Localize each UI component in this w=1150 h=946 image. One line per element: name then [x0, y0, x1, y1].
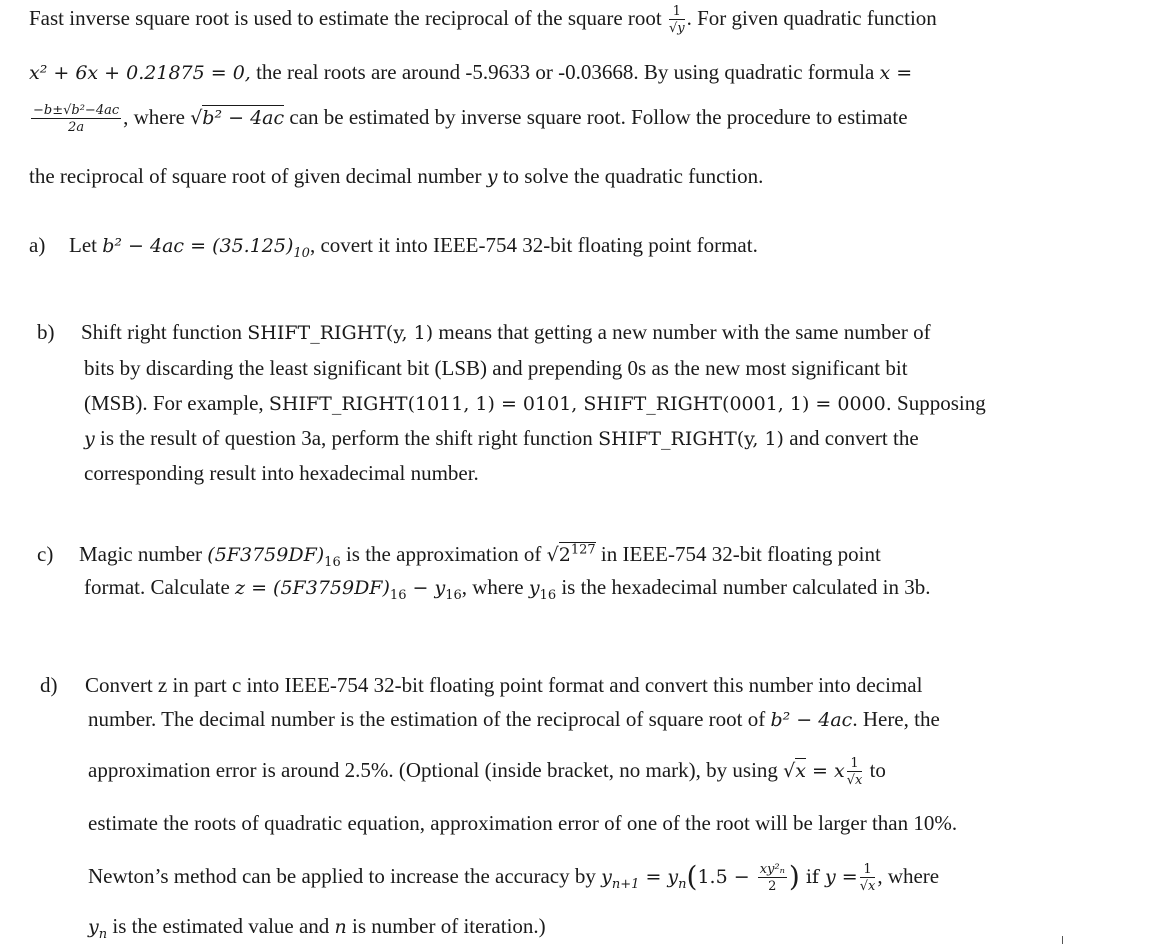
base-16: 16 — [389, 588, 407, 604]
newton-eq: = y — [639, 866, 679, 888]
index-n: n — [678, 877, 687, 893]
shift-right-example: SHIFT_RIGHT(1011, 1) = 0101, SHIFT_RIGHT(0001, 1) = 0000. — [268, 393, 892, 415]
part-d-line-3 — [88, 757, 886, 787]
part-d-line-5 — [88, 861, 939, 893]
reciprocal-sqrt-fraction: $\frac{1}{√y}$ — [668, 4, 685, 36]
part-a-text: Let — [69, 233, 103, 257]
equals-x: = x — [806, 759, 845, 782]
part-b-line-4 — [84, 426, 919, 451]
intro-line-4 — [29, 164, 763, 189]
part-c-line-2 — [84, 575, 931, 604]
discriminant-sqrt: √b² − 4ac — [190, 106, 285, 129]
part-d-text: . Here, the — [852, 707, 940, 731]
part-c-text: , where — [461, 575, 529, 599]
part-d-text: is number of iteration.) — [346, 914, 546, 938]
close-paren: ) — [788, 860, 800, 893]
shift-right-function: SHIFT_RIGHT(y, 1) — [598, 428, 784, 450]
sqrt-2-127: $√2^{127}$ — [546, 542, 596, 566]
part-a-expression: b² − 4ac = (35.125) — [102, 235, 294, 257]
part-d-text: is the estimated value and — [107, 914, 335, 938]
part-d-text: number. The decimal number is the estimation of the reciprocal of square root of — [88, 707, 771, 731]
part-b-text: Supposing — [891, 391, 986, 415]
part-d-text: approximation error is around 2.5%. (Optional (inside bracket, no mark), by using — [88, 757, 784, 782]
part-a-label: a) — [29, 233, 46, 257]
part-b-line-5 — [84, 461, 479, 485]
intro-text: , where — [123, 104, 191, 129]
base-16: 16 — [445, 588, 462, 604]
intro-text: can be estimated by inverse square root. Follow the procedure to estimate — [284, 104, 908, 129]
var-y: y — [88, 916, 99, 938]
part-d-line-1 — [40, 673, 922, 697]
part-d-text: Convert z in part c into IEEE-754 32-bit floating point format and convert this number into decimal — [85, 673, 923, 697]
index-n-plus-1: n+1 — [611, 877, 640, 893]
quadratic-equation: x² + 6x + 0.21875 = 0, — [29, 62, 251, 84]
intro-text: the real roots are around -5.9633 or -0.03668. By using quadratic formula — [250, 60, 880, 84]
part-c-label: c) — [37, 542, 54, 566]
minus-y: − y — [406, 577, 446, 599]
part-b-text: (MSB). For example, — [84, 391, 269, 415]
part-b-text: corresponding result into hexadecimal number. — [84, 461, 479, 485]
discriminant: b² − 4ac — [770, 709, 853, 731]
part-c-text: is the approximation of — [340, 542, 547, 566]
part-d-line-4 — [88, 811, 957, 835]
part-c-text: format. Calculate — [84, 575, 236, 599]
part-a-base: 10 — [293, 246, 310, 262]
part-c-text: in IEEE-754 32-bit floating point — [595, 542, 881, 566]
if-word: if — [799, 866, 825, 888]
part-b-label: b) — [37, 320, 55, 344]
part-b-text: means that getting a new number with the same number of — [433, 320, 931, 344]
intro-text: . For given quadratic function — [686, 5, 937, 30]
var-y: y — [486, 166, 498, 188]
part-b-line-3 — [84, 391, 986, 416]
page-mark — [1062, 936, 1063, 944]
shift-right-function: SHIFT_RIGHT(y, 1) — [247, 322, 434, 344]
y-equals: y = — [824, 866, 858, 888]
part-b-text: bits by discarding the least significant bit (LSB) and prepending 0s as the new most significant bit — [84, 356, 908, 380]
x-equals: x = — [879, 62, 913, 84]
part-d-line-6 — [88, 914, 546, 943]
intro-line-3 — [29, 104, 908, 134]
z-equation: z = (5F3759DF) — [235, 577, 390, 599]
part-d-line-2 — [88, 707, 940, 732]
part-b-line-1 — [37, 320, 931, 345]
part-b-line-2 — [84, 356, 908, 380]
reciprocal-sqrt-x-fraction: $\frac{1}{√x}$ — [846, 756, 863, 788]
part-c-text: Magic number — [79, 542, 208, 566]
part-d-text: estimate the roots of quadratic equation, approximation error of one of the root will be larger than 10%. — [88, 811, 958, 835]
intro-text: Fast inverse square root is used to estimate the reciprocal of the square root — [29, 5, 667, 30]
part-d-text: to — [864, 757, 886, 782]
quadratic-formula-fraction: $\frac{\text{−b±√b²−4ac}}{2a}$ — [33, 103, 120, 135]
intro-text: to solve the quadratic function. — [497, 164, 764, 188]
part-b-text: Shift right function — [81, 320, 248, 344]
var-y: y — [528, 577, 540, 599]
newton-constant: 1.5 − — [697, 866, 756, 888]
sqrt-x: √x — [783, 759, 806, 782]
index-n: n — [98, 927, 108, 943]
base-16: 16 — [539, 588, 557, 604]
open-paren: ( — [686, 860, 698, 893]
var-n: n — [334, 916, 347, 938]
part-d-label: d) — [40, 673, 58, 697]
var-y: y — [84, 428, 95, 450]
magic-number: (5F3759DF) — [207, 544, 325, 566]
part-d-text: Newton’s method can be applied to increase the accuracy by — [88, 864, 602, 888]
newton-lhs: y — [601, 866, 612, 888]
intro-text: the reciprocal of square root of given decimal number — [29, 164, 487, 188]
intro-line-1 — [29, 5, 937, 35]
reciprocal-sqrt-x-fraction: $\frac{1}{√x}$ — [859, 862, 876, 895]
intro-line-2 — [29, 60, 912, 85]
part-d-text: , where — [877, 864, 940, 888]
newton-fraction: $\frac{\text{xy²ₙ}}{2}$ — [759, 862, 785, 895]
part-c-line-1 — [37, 542, 881, 571]
part-c-text: is the hexadecimal number calculated in 3b. — [556, 575, 931, 599]
part-b-text: and convert the — [783, 426, 919, 450]
magic-number-base: 16 — [324, 555, 341, 571]
part-b-text: is the result of question 3a, perform the shift right function — [94, 426, 599, 450]
part-a — [29, 233, 758, 262]
part-a-text: , covert it into IEEE-754 32-bit floating point format. — [309, 233, 758, 257]
